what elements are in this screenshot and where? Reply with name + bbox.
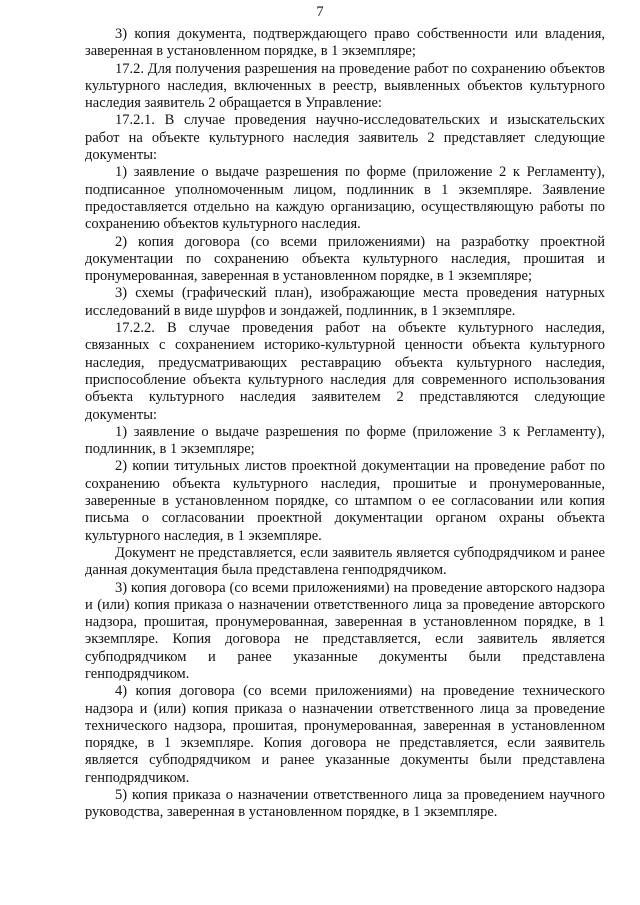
paragraph-17-2: 17.2. Для получения разрешения на проведение работ по сохранению объектов культурного наследия, включенных в реестр, выявленных объектов культурного наследия заявитель 2 обращается в Управление: bbox=[85, 60, 605, 112]
paragraph-17-2-1: 17.2.1. В случае проведения научно-исследовательских и изыскательских работ на объекте культурного наследия заявитель 2 представляет следующие документы: bbox=[85, 112, 605, 164]
paragraph-ownership-copy: 3) копия документа, подтверждающего право собственности или владения, заверенная в установленном порядке, в 1 экземпляре; bbox=[85, 26, 605, 60]
paragraph-17-2-2-item-4: 4) копия договора (со всеми приложениями) на проведение технического надзора и (или) копия приказа о назначении ответственного лица за проведение технического надзора, прошитая, пронумерованная, заверенная в установленном порядке, в 1 экземпляре. Копия договора не представляется, если заявитель является субподрядчиком и ранее указанные документы были представлена генподрядчиком. bbox=[85, 683, 605, 786]
paragraph-17-2-2-item-3: 3) копия договора (со всеми приложениями) на проведение авторского надзора и (или) копия приказа о назначении ответственного лица за проведение авторского надзора, прошитая, пронумерованная, заверенная в установленном порядке, в 1 экземпляре. Копия договора не представляется, если заявитель является субподрядчиком и ранее указанные документы были представлена генподрядчиком. bbox=[85, 579, 605, 682]
paragraph-document-note: Документ не представляется, если заявитель является субподрядчиком и ранее данная документация была представлена генподрядчиком. bbox=[85, 544, 605, 579]
page-number: 7 bbox=[316, 4, 324, 20]
paragraph-17-2-2-item-5: 5) копия приказа о назначении ответственного лица за проведением научного руководства, заверенная в установленном порядке, в 1 экземпляре. bbox=[85, 787, 605, 821]
document-body bbox=[85, 26, 605, 822]
paragraph-17-2-2: 17.2.2. В случае проведения работ на объекте культурного наследия, связанных с сохранением историко-культурной ценности объекта культурного наследия, предусматривающих реставрацию объекта культурного наследия, приспособление объекта культурного наследия для современного использования объекта культурного наследия заявителем 2 представляются следующие документы: bbox=[85, 320, 605, 423]
paragraph-17-2-2-item-2: 2) копии титульных листов проектной документации на проведение работ по сохранению объекта культурного наследия, прошитые и пронумерованные, заверенные в установленном порядке, со штампом о ее согласовании или копия письма о согласовании проектной документации органом охраны объекта культурного наследия, в 1 экземпляре. bbox=[85, 458, 605, 544]
paragraph-17-2-1-item-1: 1) заявление о выдаче разрешения по форме (приложение 2 к Регламенту), подписанное уполномоченным лицом, подлинник в 1 экземпляре. Заявление предоставляется отдельно на каждую организацию, осуществляющую работы по сохранению объектов культурного наследия. bbox=[85, 164, 605, 233]
paragraph-17-2-1-item-3: 3) схемы (графический план), изображающие места проведения натурных исследований в виде шурфов и зондажей, подлинник, в 1 экземпляре. bbox=[85, 285, 605, 319]
paragraph-17-2-1-item-2: 2) копия договора (со всеми приложениями) на разработку проектной документации по сохранению объекта культурного наследия, прошитая и пронумерованная, заверенная в установленном порядке, в 1 экземпляре; bbox=[85, 233, 605, 285]
paragraph-17-2-2-item-1: 1) заявление о выдаче разрешения по форме (приложение 3 к Регламенту), подлинник, в 1 экземпляре; bbox=[85, 423, 605, 458]
